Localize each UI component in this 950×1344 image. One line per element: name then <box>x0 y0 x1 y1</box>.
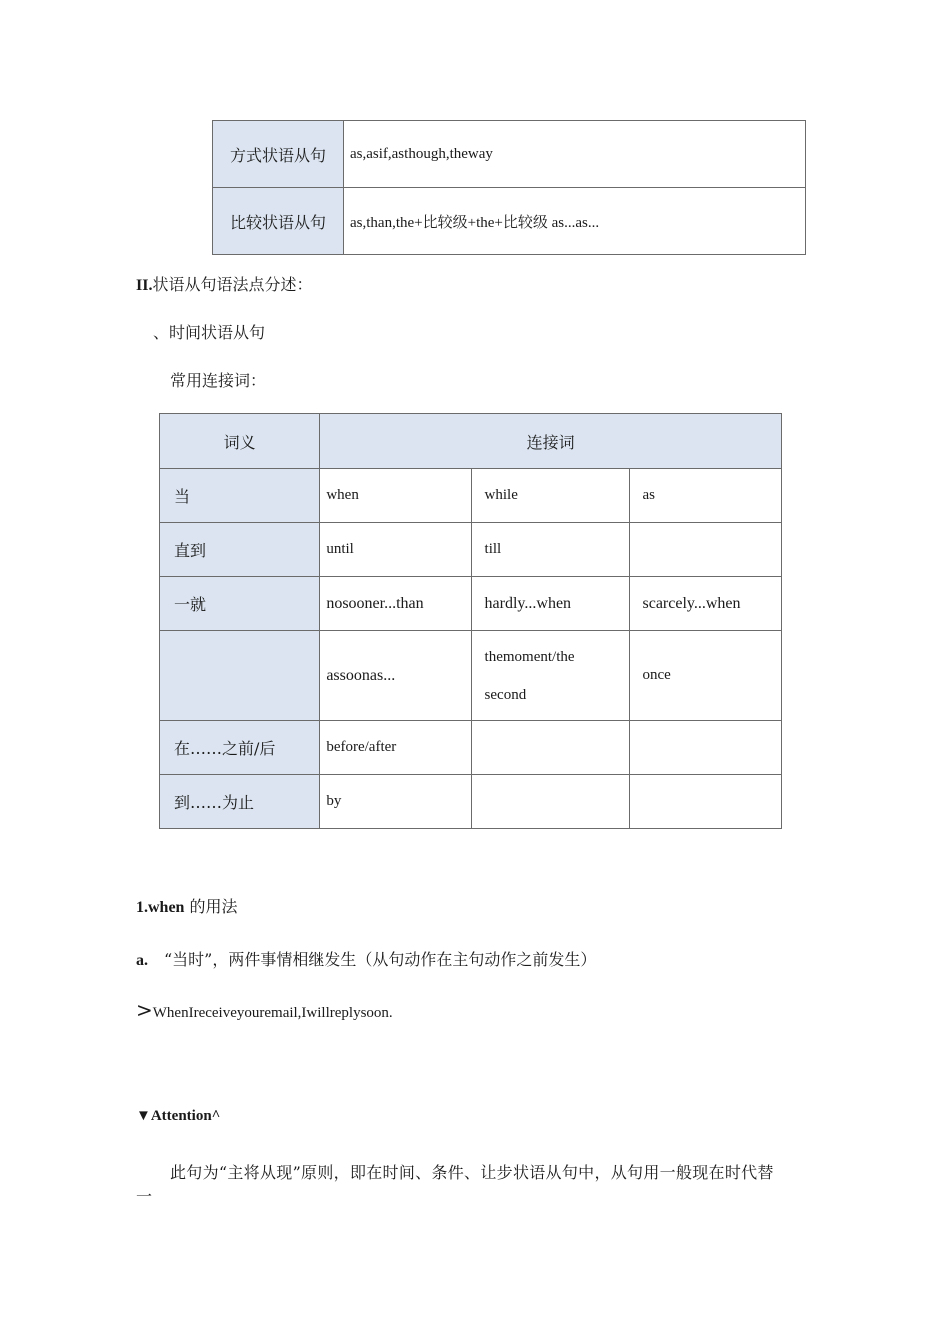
table-row: 到……为止 by <box>160 775 782 829</box>
common-conjunctions-label: 常用连接词： <box>170 371 267 390</box>
example-sentence: >WhenIreceiveyouremail,Iwillreplysoon. <box>136 998 393 1022</box>
table-row: 直到 until till <box>160 523 782 577</box>
table-row: assoonas... themoment/the second once <box>160 631 782 721</box>
header-conjunction: 连接词 <box>320 414 782 469</box>
table1-value-comparison: as,than,the+比较级+the+比较级 as...as... <box>344 188 806 255</box>
conjunction-table <box>159 413 782 829</box>
section-heading: II.状语从句语法点分述： <box>136 275 313 294</box>
note-line-2: 一 <box>136 1187 153 1206</box>
when-usage-heading: 1.when 的用法 <box>136 897 238 916</box>
table-row: 一就 nosooner...than hardly...when scarcely...when <box>160 577 782 631</box>
note-line-1: 此句为“主将从现”原则，即在时间、条件、让步状语从句中，从句用一般现在时代替 <box>170 1163 774 1182</box>
arrow-icon: > <box>136 998 153 1022</box>
header-meaning: 词义 <box>160 414 320 469</box>
table1-value-manner: as,asif,asthough,theway <box>344 121 806 188</box>
table-row: 当 when while as <box>160 469 782 523</box>
clause-table-1 <box>212 120 806 255</box>
point-a: a. “当时”，两件事情相继发生（从句动作在主句动作之前发生） <box>136 950 597 969</box>
subsection-heading: 、时间状语从句 <box>153 323 266 342</box>
table-row: 在……之前/后 before/after <box>160 721 782 775</box>
table1-label-manner: 方式状语从句 <box>213 121 344 188</box>
attention-heading: ▼Attention^ <box>136 1108 221 1124</box>
table1-label-comparison: 比较状语从句 <box>213 188 344 255</box>
